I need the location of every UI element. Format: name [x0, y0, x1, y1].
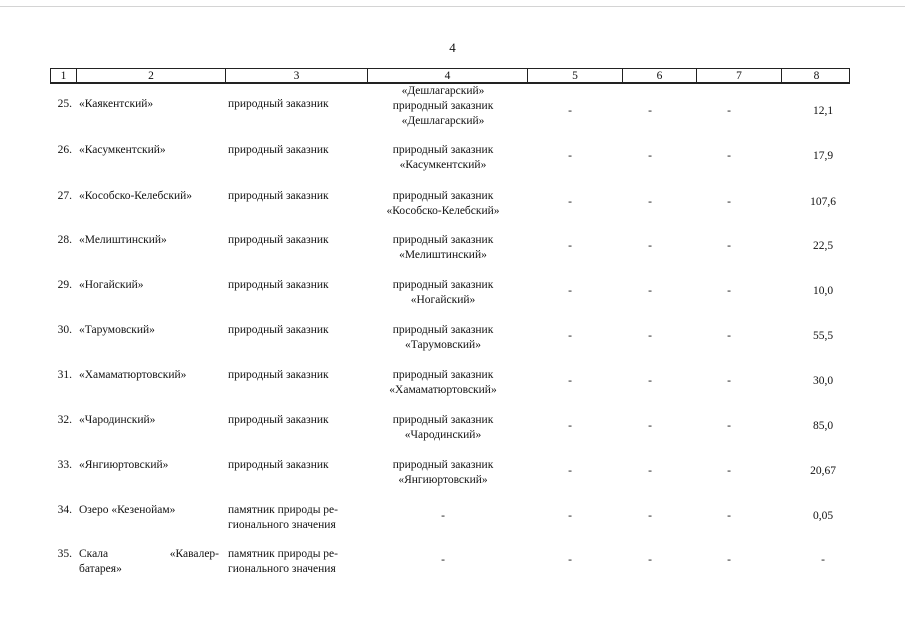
object-category-line: гионального значения: [228, 563, 336, 575]
object-name: [79, 547, 219, 577]
previous-status-line: природный заказник: [392, 459, 494, 471]
object-name: «Хамаматюртовский»: [79, 369, 187, 381]
col-5-value: -: [568, 420, 572, 432]
col-5-value: -: [568, 150, 572, 162]
previous-status: [369, 553, 517, 568]
col-5-value: -: [568, 105, 572, 117]
previous-status: [369, 278, 517, 308]
col-7-value: -: [727, 150, 731, 162]
object-category: природный заказник: [228, 414, 329, 426]
header-col-3: 3: [226, 69, 368, 82]
object-category: природный заказник: [228, 459, 329, 471]
previous-status-line: «Чародинский»: [404, 429, 482, 441]
previous-status-line: природный заказник: [392, 100, 494, 112]
previous-status-line: природный заказник: [392, 414, 494, 426]
previous-status-line: «Касумкентский»: [399, 159, 487, 171]
row-number: 25.: [57, 98, 72, 110]
col-7-value: -: [727, 465, 731, 477]
previous-status-line: «Дешлагарский»: [401, 85, 485, 97]
previous-status-line: «Кособско-Келебский»: [386, 205, 500, 217]
object-category: природный заказник: [228, 190, 329, 202]
object-name-line: [79, 547, 219, 562]
header-col-7: 7: [697, 69, 782, 82]
area-value: 22,5: [812, 240, 834, 252]
object-category: природный заказник: [228, 144, 329, 156]
header-col-5: 5: [528, 69, 623, 82]
col-5-value: -: [568, 510, 572, 522]
previous-status: [369, 143, 517, 173]
col-7-value: -: [727, 330, 731, 342]
previous-status-line: -: [441, 510, 445, 522]
object-name: «Янгиюртовский»: [79, 459, 169, 471]
area-value: 20,67: [810, 465, 836, 477]
table-header-row: [50, 68, 850, 84]
object-name: «Мелиштинский»: [79, 234, 167, 246]
col-7-value: -: [727, 420, 731, 432]
object-name-word: «Кавалер-: [169, 548, 219, 560]
previous-status-line: «Тарумовский»: [405, 339, 481, 351]
previous-status: [369, 413, 517, 443]
col-5-value: -: [568, 285, 572, 297]
area-value: 55,5: [812, 330, 834, 342]
page-number: 4: [449, 40, 456, 55]
area-value: 0,05: [812, 510, 834, 522]
col-6-value: -: [648, 105, 652, 117]
previous-status-line: «Ногайский»: [410, 294, 476, 306]
row-number: 26.: [57, 144, 72, 156]
previous-status: [369, 189, 517, 219]
object-category: [228, 503, 358, 533]
previous-status: [369, 458, 517, 488]
object-category: природный заказник: [228, 279, 329, 291]
col-6-value: -: [648, 330, 652, 342]
object-name: «Тарумовский»: [79, 324, 155, 336]
previous-status: [369, 233, 517, 263]
object-category-line: памятник природы ре-: [228, 504, 338, 516]
previous-status-line: природный заказник: [392, 144, 494, 156]
previous-status: [369, 323, 517, 353]
row-number: 28.: [57, 234, 72, 246]
row-number: 34.: [57, 504, 72, 516]
col-6-value: -: [648, 420, 652, 432]
row-number: 32.: [57, 414, 72, 426]
col-6-value: -: [648, 240, 652, 252]
col-5-value: -: [568, 465, 572, 477]
col-5-value: -: [568, 375, 572, 387]
previous-status: [369, 509, 517, 524]
previous-status-line: природный заказник: [392, 369, 494, 381]
object-category-line: гионального значения: [228, 519, 336, 531]
col-7-value: -: [727, 285, 731, 297]
previous-status-line: природный заказник: [392, 190, 494, 202]
object-name: «Касумкентский»: [79, 144, 166, 156]
header-col-6: 6: [623, 69, 697, 82]
row-number: 35.: [57, 548, 72, 560]
object-name: «Каякентский»: [79, 98, 154, 110]
col-6-value: -: [648, 196, 652, 208]
object-name: Озеро «Кезенойам»: [79, 504, 176, 516]
area-value: 12,1: [812, 105, 834, 117]
row-number: 33.: [57, 459, 72, 471]
col-6-value: -: [648, 554, 652, 566]
header-col-2: 2: [77, 69, 226, 82]
previous-status-line: природный заказник: [392, 234, 494, 246]
previous-status-line: природный заказник: [392, 324, 494, 336]
col-5-value: -: [568, 196, 572, 208]
previous-status-line: «Дешлагарский»: [401, 115, 485, 127]
row-number: 29.: [57, 279, 72, 291]
previous-status-line: «Хамаматюртовский»: [389, 384, 497, 396]
object-name: «Ногайский»: [79, 279, 144, 291]
row-number: 27.: [57, 190, 72, 202]
object-category: природный заказник: [228, 324, 329, 336]
col-5-value: -: [568, 240, 572, 252]
col-6-value: -: [648, 285, 652, 297]
area-value: 10,0: [812, 285, 834, 297]
object-name-word: Скала: [79, 548, 109, 560]
area-value: 107,6: [810, 196, 836, 208]
col-7-value: -: [727, 510, 731, 522]
col-6-value: -: [648, 150, 652, 162]
object-category: [228, 547, 358, 577]
col-6-value: -: [648, 465, 652, 477]
object-name: «Кособско-Келебский»: [79, 190, 193, 202]
object-category: природный заказник: [228, 234, 329, 246]
header-col-4: 4: [368, 69, 528, 82]
object-name: «Чародинский»: [79, 414, 156, 426]
previous-status: [369, 84, 517, 129]
col-6-value: -: [648, 375, 652, 387]
row-number: 31.: [57, 369, 72, 381]
row-number: 30.: [57, 324, 72, 336]
col-7-value: -: [727, 375, 731, 387]
object-category-line: памятник природы ре-: [228, 548, 338, 560]
col-5-value: -: [568, 330, 572, 342]
col-7-value: -: [727, 240, 731, 252]
header-col-8: 8: [813, 70, 820, 82]
previous-status-line: природный заказник: [392, 279, 494, 291]
previous-status-line: «Янгиюртовский»: [398, 474, 488, 486]
header-col-1: 1: [51, 69, 77, 82]
previous-status: [369, 368, 517, 398]
object-category: природный заказник: [228, 98, 329, 110]
area-value: -: [821, 554, 825, 566]
area-value: 30,0: [812, 375, 834, 387]
previous-status-line: «Мелиштинский»: [399, 249, 487, 261]
col-7-value: -: [727, 196, 731, 208]
col-7-value: -: [727, 105, 731, 117]
col-7-value: -: [727, 554, 731, 566]
object-name-word: батарея»: [79, 563, 122, 575]
object-name-line: [79, 562, 219, 577]
object-category: природный заказник: [228, 369, 329, 381]
col-5-value: -: [568, 554, 572, 566]
area-value: 85,0: [812, 420, 834, 432]
col-6-value: -: [648, 510, 652, 522]
top-scan-edge: [0, 6, 905, 7]
area-value: 17,9: [812, 150, 834, 162]
previous-status-line: -: [441, 554, 445, 566]
